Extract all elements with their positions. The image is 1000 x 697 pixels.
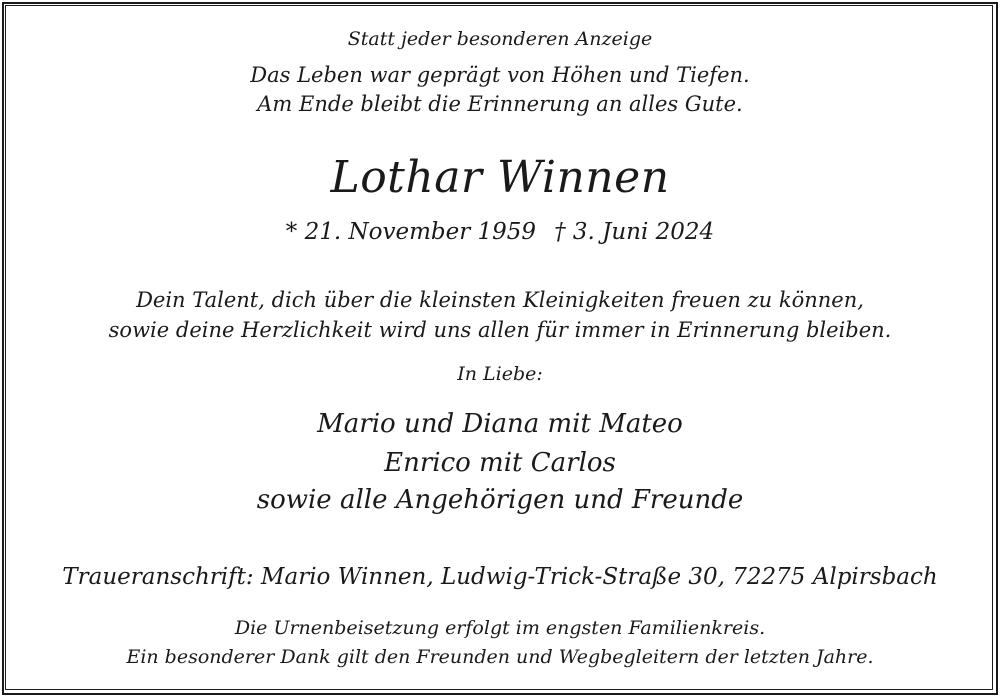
mourners-line-3: sowie alle Angehörigen und Freunde <box>256 485 744 515</box>
tribute-line-2: sowie deine Herzlichkeit wird uns allen für immer in Erinnerung bleiben. <box>108 318 892 342</box>
death-date: † 3. Juni 2024 <box>554 219 715 245</box>
mourners-line-2: Enrico mit Carlos <box>384 448 616 478</box>
life-dates <box>0 219 1000 245</box>
birth-date: * 21. November 1959 <box>285 219 537 245</box>
mourners-line-1: Mario und Diana mit Mateo <box>317 409 683 439</box>
notice-intro: Statt jeder besonderen Anzeige <box>347 28 653 50</box>
footer-line-2: Ein besonderer Dank gilt den Freunden und Wegbegleitern der letzten Jahre. <box>126 646 874 668</box>
quote-line-2: Am Ende bleibt die Erinnerung an alles Gute. <box>257 92 743 116</box>
mourners-intro: In Liebe: <box>457 363 543 385</box>
deceased-name: Lothar Winnen <box>330 152 670 203</box>
tribute-line-1: Dein Talent, dich über die kleinsten Kleinigkeiten freuen zu können, <box>136 288 864 312</box>
mourning-address: Traueranschrift: Mario Winnen, Ludwig-Trick-Straße 30, 72275 Alpirsbach <box>62 564 938 590</box>
footer-line-1: Die Urnenbeisetzung erfolgt im engsten Familienkreis. <box>234 617 766 639</box>
quote-line-1: Das Leben war geprägt von Höhen und Tiefen. <box>250 63 750 87</box>
